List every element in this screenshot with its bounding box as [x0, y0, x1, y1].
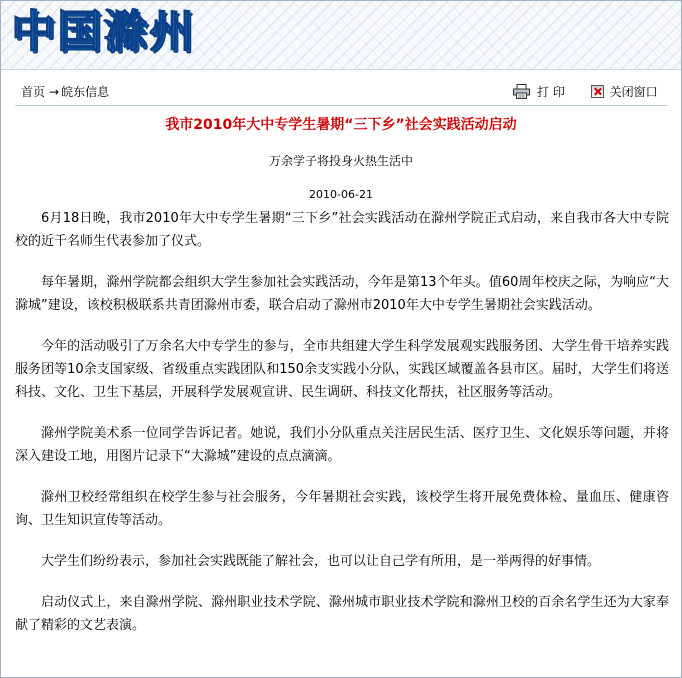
article-paragraph: 每年暑期，滁州学院都会组织大学生参加社会实践活动，今年是第13个年头。值60周年校庆之际，为响应“大滁城”建设，该校积极联系共青团滁州市委，联合启动了滁州市2010年大中专学生暑期社会实践活动。	[15, 275, 669, 313]
print-label: 打 印	[537, 85, 565, 99]
article-paragraph: 滁州学院美术系一位同学告诉记者。她说，我们小分队重点关注居民生活、医疗卫生、文化娱乐等问题，并将深入建设工地，用图片记录下“大滁城”建设的点点滴滴。	[15, 426, 669, 464]
article-subtitle: 万余学子将投身火热生活中	[268, 154, 413, 168]
close-window-button[interactable]	[591, 83, 658, 101]
breadcrumb-arrow-icon: →	[49, 85, 60, 99]
toolbar	[513, 83, 658, 101]
breadcrumb	[21, 83, 109, 101]
article-date: 2010-06-21	[309, 188, 373, 201]
print-button[interactable]	[513, 83, 565, 101]
article-title: 我市2010年大中专学生暑期“三下乡”社会实践活动启动	[165, 117, 517, 133]
breadcrumb-home-link[interactable]: 首页	[21, 85, 46, 99]
article-body	[15, 207, 669, 655]
article-paragraph: 6月18日晚，我市2010年大中专学生暑期“三下乡”社会实践活动在滁州学院正式启动，来自我市各大中专院校的近千名师生代表参加了仪式。	[15, 211, 669, 249]
article-paragraph: 启动仪式上，来自滁州学院、滁州职业技术学院、滁州城市职业技术学院和滁州卫校的百余名学生还为大家奉献了精彩的文艺表演。	[15, 595, 669, 633]
site-logo[interactable]: 中国滁州	[11, 6, 195, 57]
article-paragraph: 今年的活动吸引了万余名大中专学生的参与，全市共组建大学生科学发展观实践服务团、大学生骨干培养实践服务团等10余支国家级、省级重点实践团队和150余支实践小分队，实践区域覆盖各县市区。届时，大学生们将送科技、文化、卫生下基层，开展科学发展观宣讲、民生调研、科技文化帮扶，社区服务等活动。	[15, 339, 669, 400]
nav-bar	[1, 81, 681, 105]
header-divider	[15, 105, 667, 106]
close-icon	[591, 85, 604, 98]
printer-icon	[513, 84, 530, 99]
close-window-label: 关闭窗口	[609, 85, 658, 99]
article-paragraph: 滁州卫校经常组织在校学生参与社会服务，今年暑期社会实践，该校学生将开展免费体检、量血压、健康咨询、卫生知识宣传等活动。	[15, 490, 669, 528]
article-paragraph: 大学生们纷纷表示，参加社会实践既能了解社会，也可以让自己学有所用，是一举两得的好事情。	[41, 554, 601, 569]
breadcrumb-section-link[interactable]: 皖东信息	[61, 85, 110, 99]
site-header	[1, 1, 681, 70]
